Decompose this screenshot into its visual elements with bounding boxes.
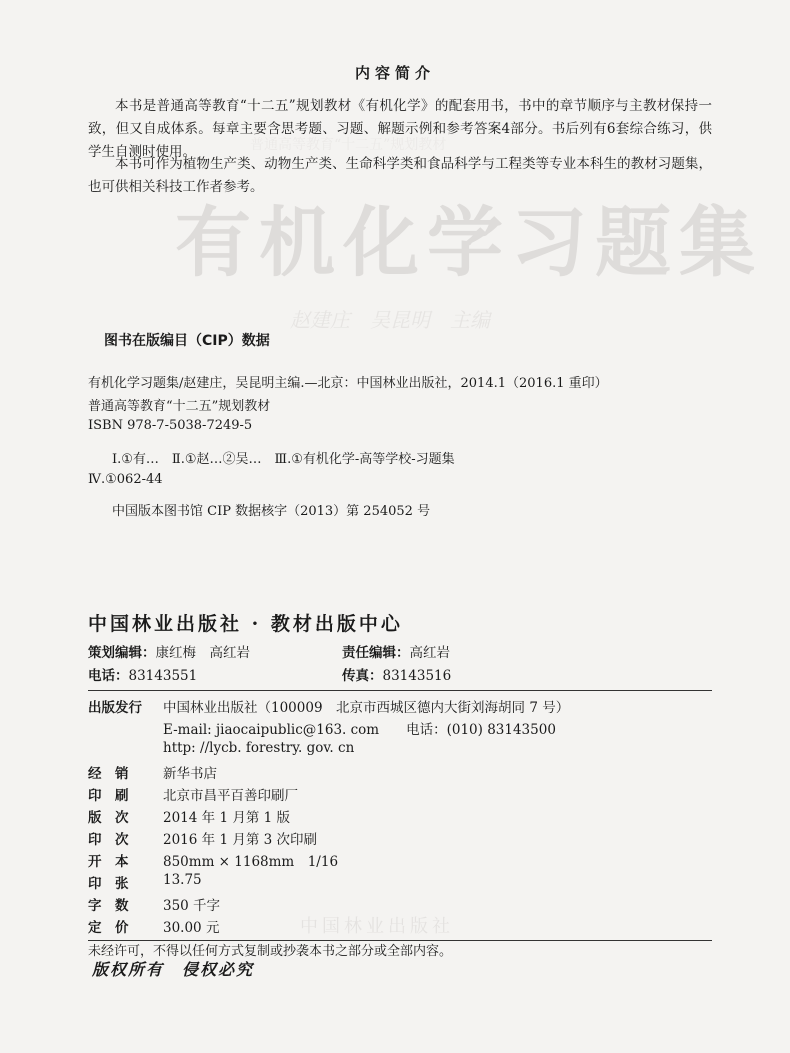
detail-label: 印 次 xyxy=(88,832,129,848)
summary-title: 内容简介 xyxy=(354,64,435,82)
show-through-title: 有机化学习题集 xyxy=(175,198,763,287)
show-through-series: 普通高等教育“十二五”规划教材 xyxy=(250,137,447,153)
fax-value: 83143516 xyxy=(382,668,452,684)
cip-line-4: Ⅰ.①有… Ⅱ.①赵…②吴… Ⅲ.①有机化学-高等学校-习题集 xyxy=(112,452,455,467)
detail-label: 经 销 xyxy=(88,766,129,782)
responsible-editor-label: 责任编辑： xyxy=(342,645,410,661)
detail-value: 新华书店 xyxy=(163,766,217,782)
copyright-notice: 未经许可，不得以任何方式复制或抄袭本书之部分或全部内容。 xyxy=(88,944,453,959)
fax xyxy=(342,664,451,684)
detail-value: 13.75 xyxy=(163,872,202,888)
distribution-website: http: //lycb. forestry. gov. cn xyxy=(163,740,355,756)
detail-label: 印 刷 xyxy=(88,788,129,804)
cip-line-5: Ⅳ.①062-44 xyxy=(88,472,163,487)
detail-value: 北京市昌平百善印刷厂 xyxy=(163,788,298,804)
responsible-editor xyxy=(342,641,450,661)
detail-label: 印 张 xyxy=(88,876,129,892)
detail-label: 开 本 xyxy=(88,854,129,870)
phone xyxy=(88,664,197,684)
cip-record-number: 中国版本图书馆 CIP 数据核字（2013）第 254052 号 xyxy=(112,504,431,519)
show-through-publisher: 中国林业出版社 xyxy=(300,916,454,937)
planning-editor-label: 策划编辑： xyxy=(88,645,156,661)
phone-label: 电话： xyxy=(88,668,129,684)
summary-paragraph-2: 本书可作为植物生产类、动物生产类、生命科学类和食品科学与工程类等专业本科生的教材习题集，也可供相关科技工作者参考。 xyxy=(88,156,712,195)
distribution-label: 出版发行 xyxy=(88,700,142,716)
responsible-editor-value: 高红岩 xyxy=(409,645,450,661)
cip-line-2: 普通高等教育“十二五”规划教材 xyxy=(88,399,271,414)
planning-editor xyxy=(88,641,250,661)
cip-line-1: 有机化学习题集/赵建庄，吴昆明主编.—北京：中国林业出版社，2014.1（2016.1 重印） xyxy=(88,376,608,391)
fax-label: 传真： xyxy=(342,668,383,684)
cip-heading: 图书在版编目（CIP）数据 xyxy=(104,333,270,349)
summary-paragraph-1: 本书是普通高等教育“十二五”规划教材《有机化学》的配套用书，书中的章节顺序与主教材保持一致，但又自成体系。每章主要含思考题、习题、解题示例和参考答案4部分。书后列有6套综合练习，供学生自测时使用。 xyxy=(88,98,712,160)
publisher-heading: 中国林业出版社 · 教材出版中心 xyxy=(88,613,403,635)
rights-reserved: 版权所有 侵权必究 xyxy=(92,960,255,979)
detail-value: 30.00 元 xyxy=(163,920,220,936)
detail-value: 850mm × 1168mm 1/16 xyxy=(163,854,339,870)
detail-label: 版 次 xyxy=(88,810,129,826)
detail-label: 字 数 xyxy=(88,898,129,914)
detail-value: 2014 年 1 月第 1 版 xyxy=(163,810,290,826)
distribution-address: 中国林业出版社（100009 北京市西城区德内大街刘海胡同 7 号） xyxy=(163,700,570,716)
phone-value: 83143551 xyxy=(128,668,198,684)
distribution-contact: E-mail: jiaocaipublic@163. com 电话：(010) 83143500 xyxy=(163,722,556,738)
planning-editor-value: 康红梅 高红岩 xyxy=(155,645,250,661)
cip-isbn: ISBN 978-7-5038-7249-5 xyxy=(88,418,253,433)
show-through-authors: 赵建庄 吴昆明 主编 xyxy=(290,308,490,332)
divider-top xyxy=(88,690,712,691)
detail-label: 定 价 xyxy=(88,920,129,936)
detail-value: 350 千字 xyxy=(163,898,221,914)
detail-value: 2016 年 1 月第 3 次印刷 xyxy=(163,832,317,848)
